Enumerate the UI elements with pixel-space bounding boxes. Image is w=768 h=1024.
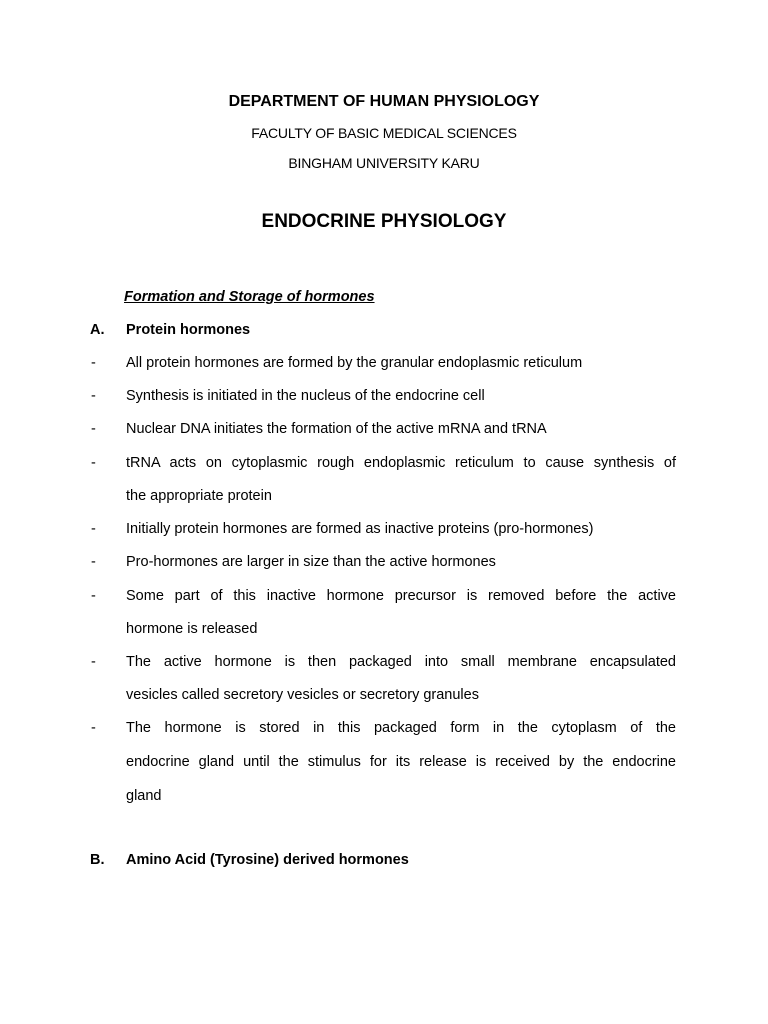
- section-b-letter: B.: [90, 852, 105, 868]
- list-item-text: hormone is released: [126, 621, 258, 637]
- bullet-dash: -: [91, 720, 96, 736]
- list-item: [0, 554, 768, 587]
- bullet-dash: -: [91, 521, 96, 537]
- list-item-continuation: [0, 488, 768, 521]
- list-item-text: Pro-hormones are larger in size than the active hormones: [126, 554, 496, 570]
- list-item: [0, 421, 768, 454]
- bullet-dash: -: [91, 355, 96, 371]
- list-item: [0, 455, 768, 488]
- bullet-dash: -: [91, 421, 96, 437]
- list-item: [0, 654, 768, 687]
- list-item-text: Synthesis is initiated in the nucleus of the endocrine cell: [126, 388, 485, 404]
- list-item-continuation: [0, 788, 768, 821]
- section-b-heading: Amino Acid (Tyrosine) derived hormones: [126, 852, 409, 868]
- section-b-heading-row: [0, 852, 768, 885]
- bullet-dash: -: [91, 455, 96, 471]
- list-item: [0, 588, 768, 621]
- course-title: ENDOCRINE PHYSIOLOGY: [261, 211, 507, 232]
- list-item-continuation: [0, 754, 768, 787]
- list-item-text: Initially protein hormones are formed as inactive proteins (pro-hormones): [126, 521, 594, 537]
- list-item-continuation: [0, 687, 768, 720]
- faculty-line: FACULTY OF BASIC MEDICAL SCIENCES: [251, 125, 517, 141]
- section-title: Formation and Storage of hormones: [124, 289, 375, 305]
- list-item-text: tRNA acts on cytoplasmic rough endoplasmic reticulum to cause synthesis of: [126, 455, 676, 471]
- bullet-dash: -: [91, 554, 96, 570]
- list-item-text: Some part of this inactive hormone precursor is removed before the active: [126, 588, 676, 604]
- list-item-text: The active hormone is then packaged into small membrane encapsulated: [126, 654, 676, 670]
- list-item: [0, 521, 768, 554]
- list-item-text: All protein hormones are formed by the granular endoplasmic reticulum: [126, 355, 583, 371]
- list-item: [0, 355, 768, 388]
- section-a-heading: Protein hormones: [126, 322, 251, 338]
- list-item-text: The hormone is stored in this packaged form in the cytoplasm of the: [126, 720, 676, 736]
- department-heading: DEPARTMENT OF HUMAN PHYSIOLOGY: [228, 93, 540, 110]
- bullet-dash: -: [91, 588, 96, 604]
- list-item: [0, 388, 768, 421]
- university-line: BINGHAM UNIVERSITY KARU: [288, 155, 480, 171]
- list-item-text: vesicles called secretory vesicles or secretory granules: [126, 687, 479, 703]
- list-item: [0, 720, 768, 753]
- bullet-dash: -: [91, 654, 96, 670]
- section-a-letter: A.: [90, 322, 105, 338]
- bullet-dash: -: [91, 388, 96, 404]
- list-item-text: Nuclear DNA initiates the formation of the active mRNA and tRNA: [126, 421, 547, 437]
- list-item-continuation: [0, 621, 768, 654]
- list-item-text: endocrine gland until the stimulus for its release is received by the endocrine: [126, 754, 676, 770]
- section-a-heading-row: [0, 322, 768, 355]
- list-item-text: gland: [126, 788, 162, 804]
- list-item-text: the appropriate protein: [126, 488, 272, 504]
